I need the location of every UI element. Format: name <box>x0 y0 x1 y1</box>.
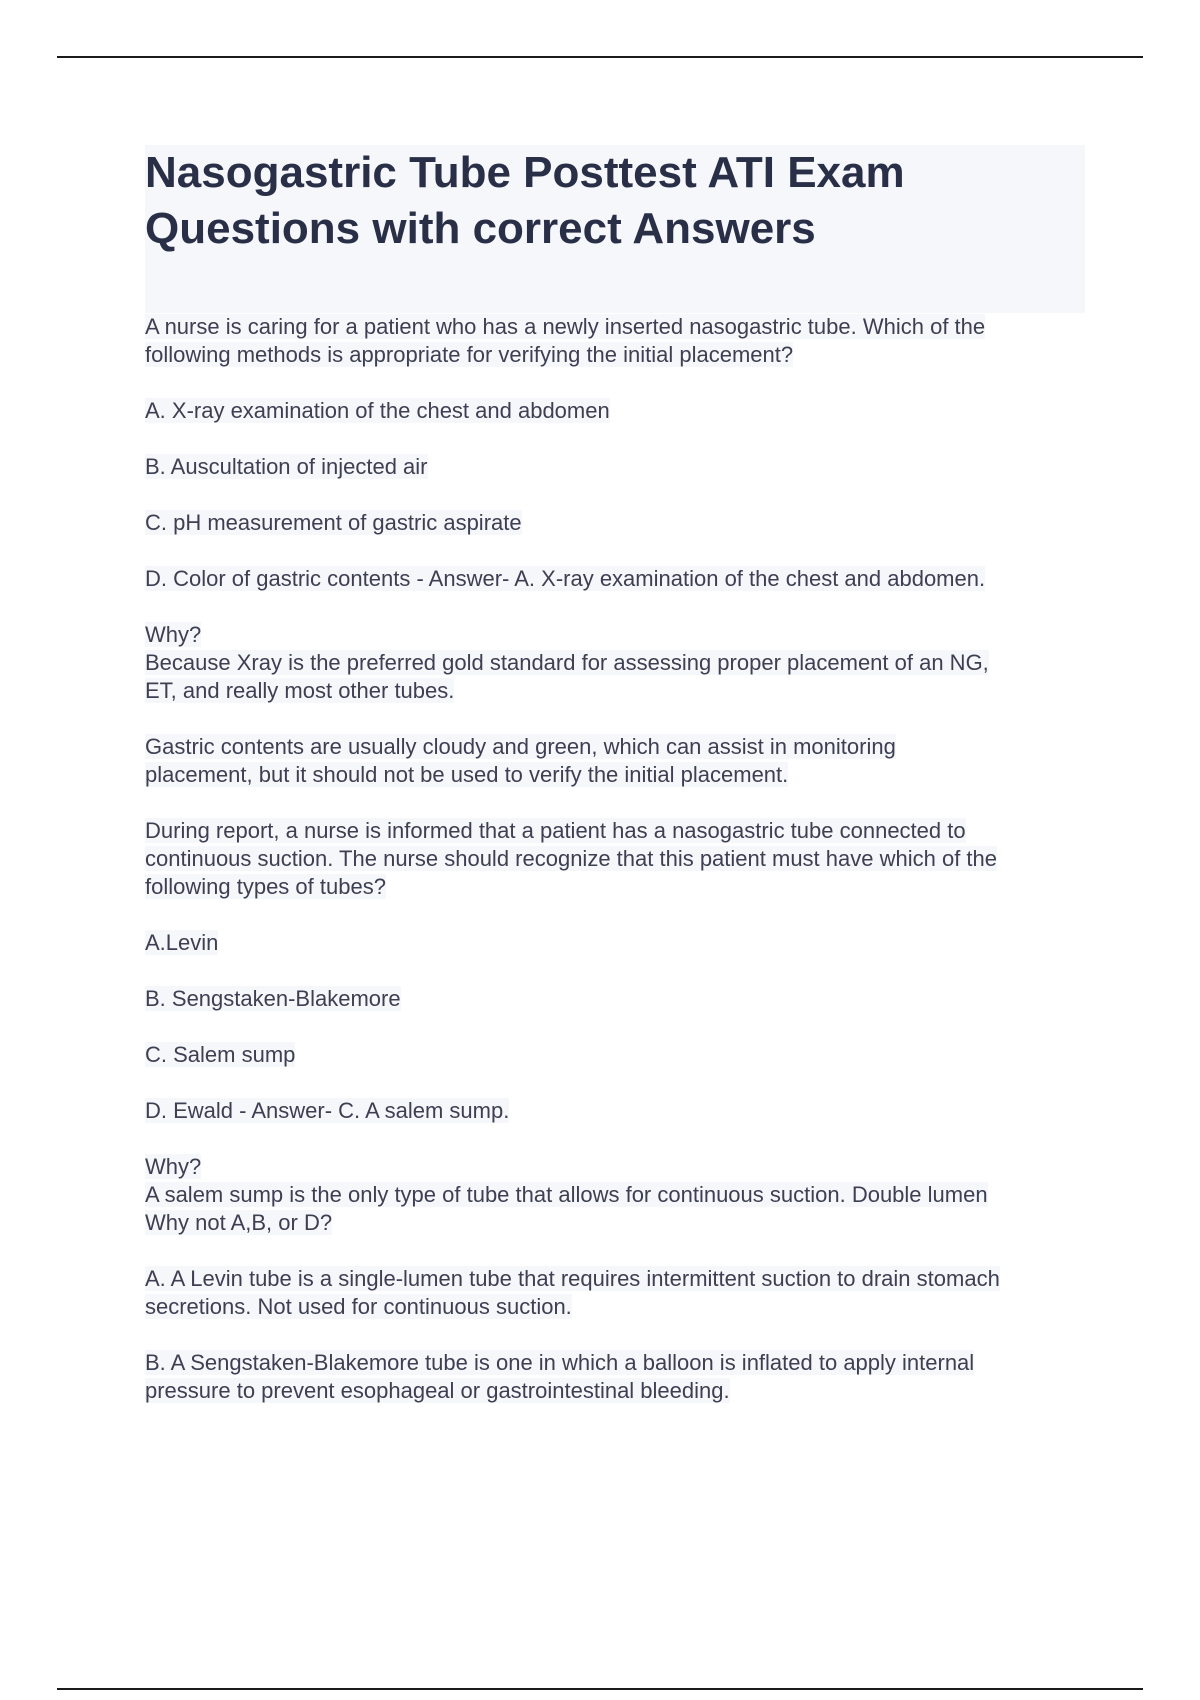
title-block <box>145 145 1085 313</box>
top-rule <box>57 56 1143 58</box>
question-1-stem <box>145 313 1090 369</box>
text-line: D. Ewald - Answer- C. A salem sump. <box>145 1098 510 1123</box>
text-line: Because Xray is the preferred gold standard for assessing proper placement of an NG, <box>145 650 989 675</box>
page-title <box>145 145 1085 257</box>
text-line: A.Levin <box>145 930 219 955</box>
text-line: secretions. Not used for continuous suction. <box>145 1294 572 1319</box>
text-line: B. A Sengstaken-Blakemore tube is one in which a balloon is inflated to apply internal <box>145 1350 975 1375</box>
text-line: D. Color of gastric contents - Answer- A. X-ray examination of the chest and abdomen. <box>145 566 986 591</box>
question-1-option-c <box>145 509 1090 537</box>
title-line: Questions with correct Answers <box>145 204 816 253</box>
text-line: placement, but it should not be used to verify the initial placement. <box>145 762 789 787</box>
text-line: During report, a nurse is informed that a patient has a nasogastric tube connected to <box>145 818 966 843</box>
text-line: A salem sump is the only type of tube that allows for continuous suction. Double lumen <box>145 1182 988 1207</box>
text-line: Gastric contents are usually cloudy and green, which can assist in monitoring <box>145 734 896 759</box>
question-1-rationale <box>145 621 1090 705</box>
text-line: A. X-ray examination of the chest and abdomen <box>145 398 610 423</box>
question-1-note <box>145 733 1090 789</box>
question-2-explanation-b <box>145 1349 1090 1405</box>
text-line: A. A Levin tube is a single-lumen tube that requires intermittent suction to drain stomach <box>145 1266 1000 1291</box>
question-2-explanation-a <box>145 1265 1090 1321</box>
text-line: C. Salem sump <box>145 1042 296 1067</box>
document-body <box>145 313 1090 1405</box>
question-2-option-b <box>145 985 1090 1013</box>
title-line: Nasogastric Tube Posttest ATI Exam <box>145 148 905 197</box>
text-line: B. Auscultation of injected air <box>145 454 428 479</box>
text-line: B. Sengstaken-Blakemore <box>145 986 401 1011</box>
question-2-rationale <box>145 1153 1090 1237</box>
text-line: continuous suction. The nurse should recognize that this patient must have which of the <box>145 846 997 871</box>
question-1-option-b <box>145 453 1090 481</box>
question-2-stem <box>145 817 1090 901</box>
bottom-rule <box>57 1688 1143 1690</box>
question-1-option-a <box>145 397 1090 425</box>
text-line: following types of tubes? <box>145 874 386 899</box>
question-2-option-c <box>145 1041 1090 1069</box>
text-line: A nurse is caring for a patient who has a newly inserted nasogastric tube. Which of the <box>145 314 986 339</box>
text-line: ET, and really most other tubes. <box>145 678 455 703</box>
text-line: Why? <box>145 622 202 647</box>
text-line: Why? <box>145 1154 202 1179</box>
text-line: Why not A,B, or D? <box>145 1210 333 1235</box>
text-line: pressure to prevent esophageal or gastrointestinal bleeding. <box>145 1378 730 1403</box>
text-line: C. pH measurement of gastric aspirate <box>145 510 522 535</box>
question-1-option-d-answer <box>145 565 1090 593</box>
question-2-option-a <box>145 929 1090 957</box>
question-2-option-d-answer <box>145 1097 1090 1125</box>
text-line: following methods is appropriate for verifying the initial placement? <box>145 342 794 367</box>
